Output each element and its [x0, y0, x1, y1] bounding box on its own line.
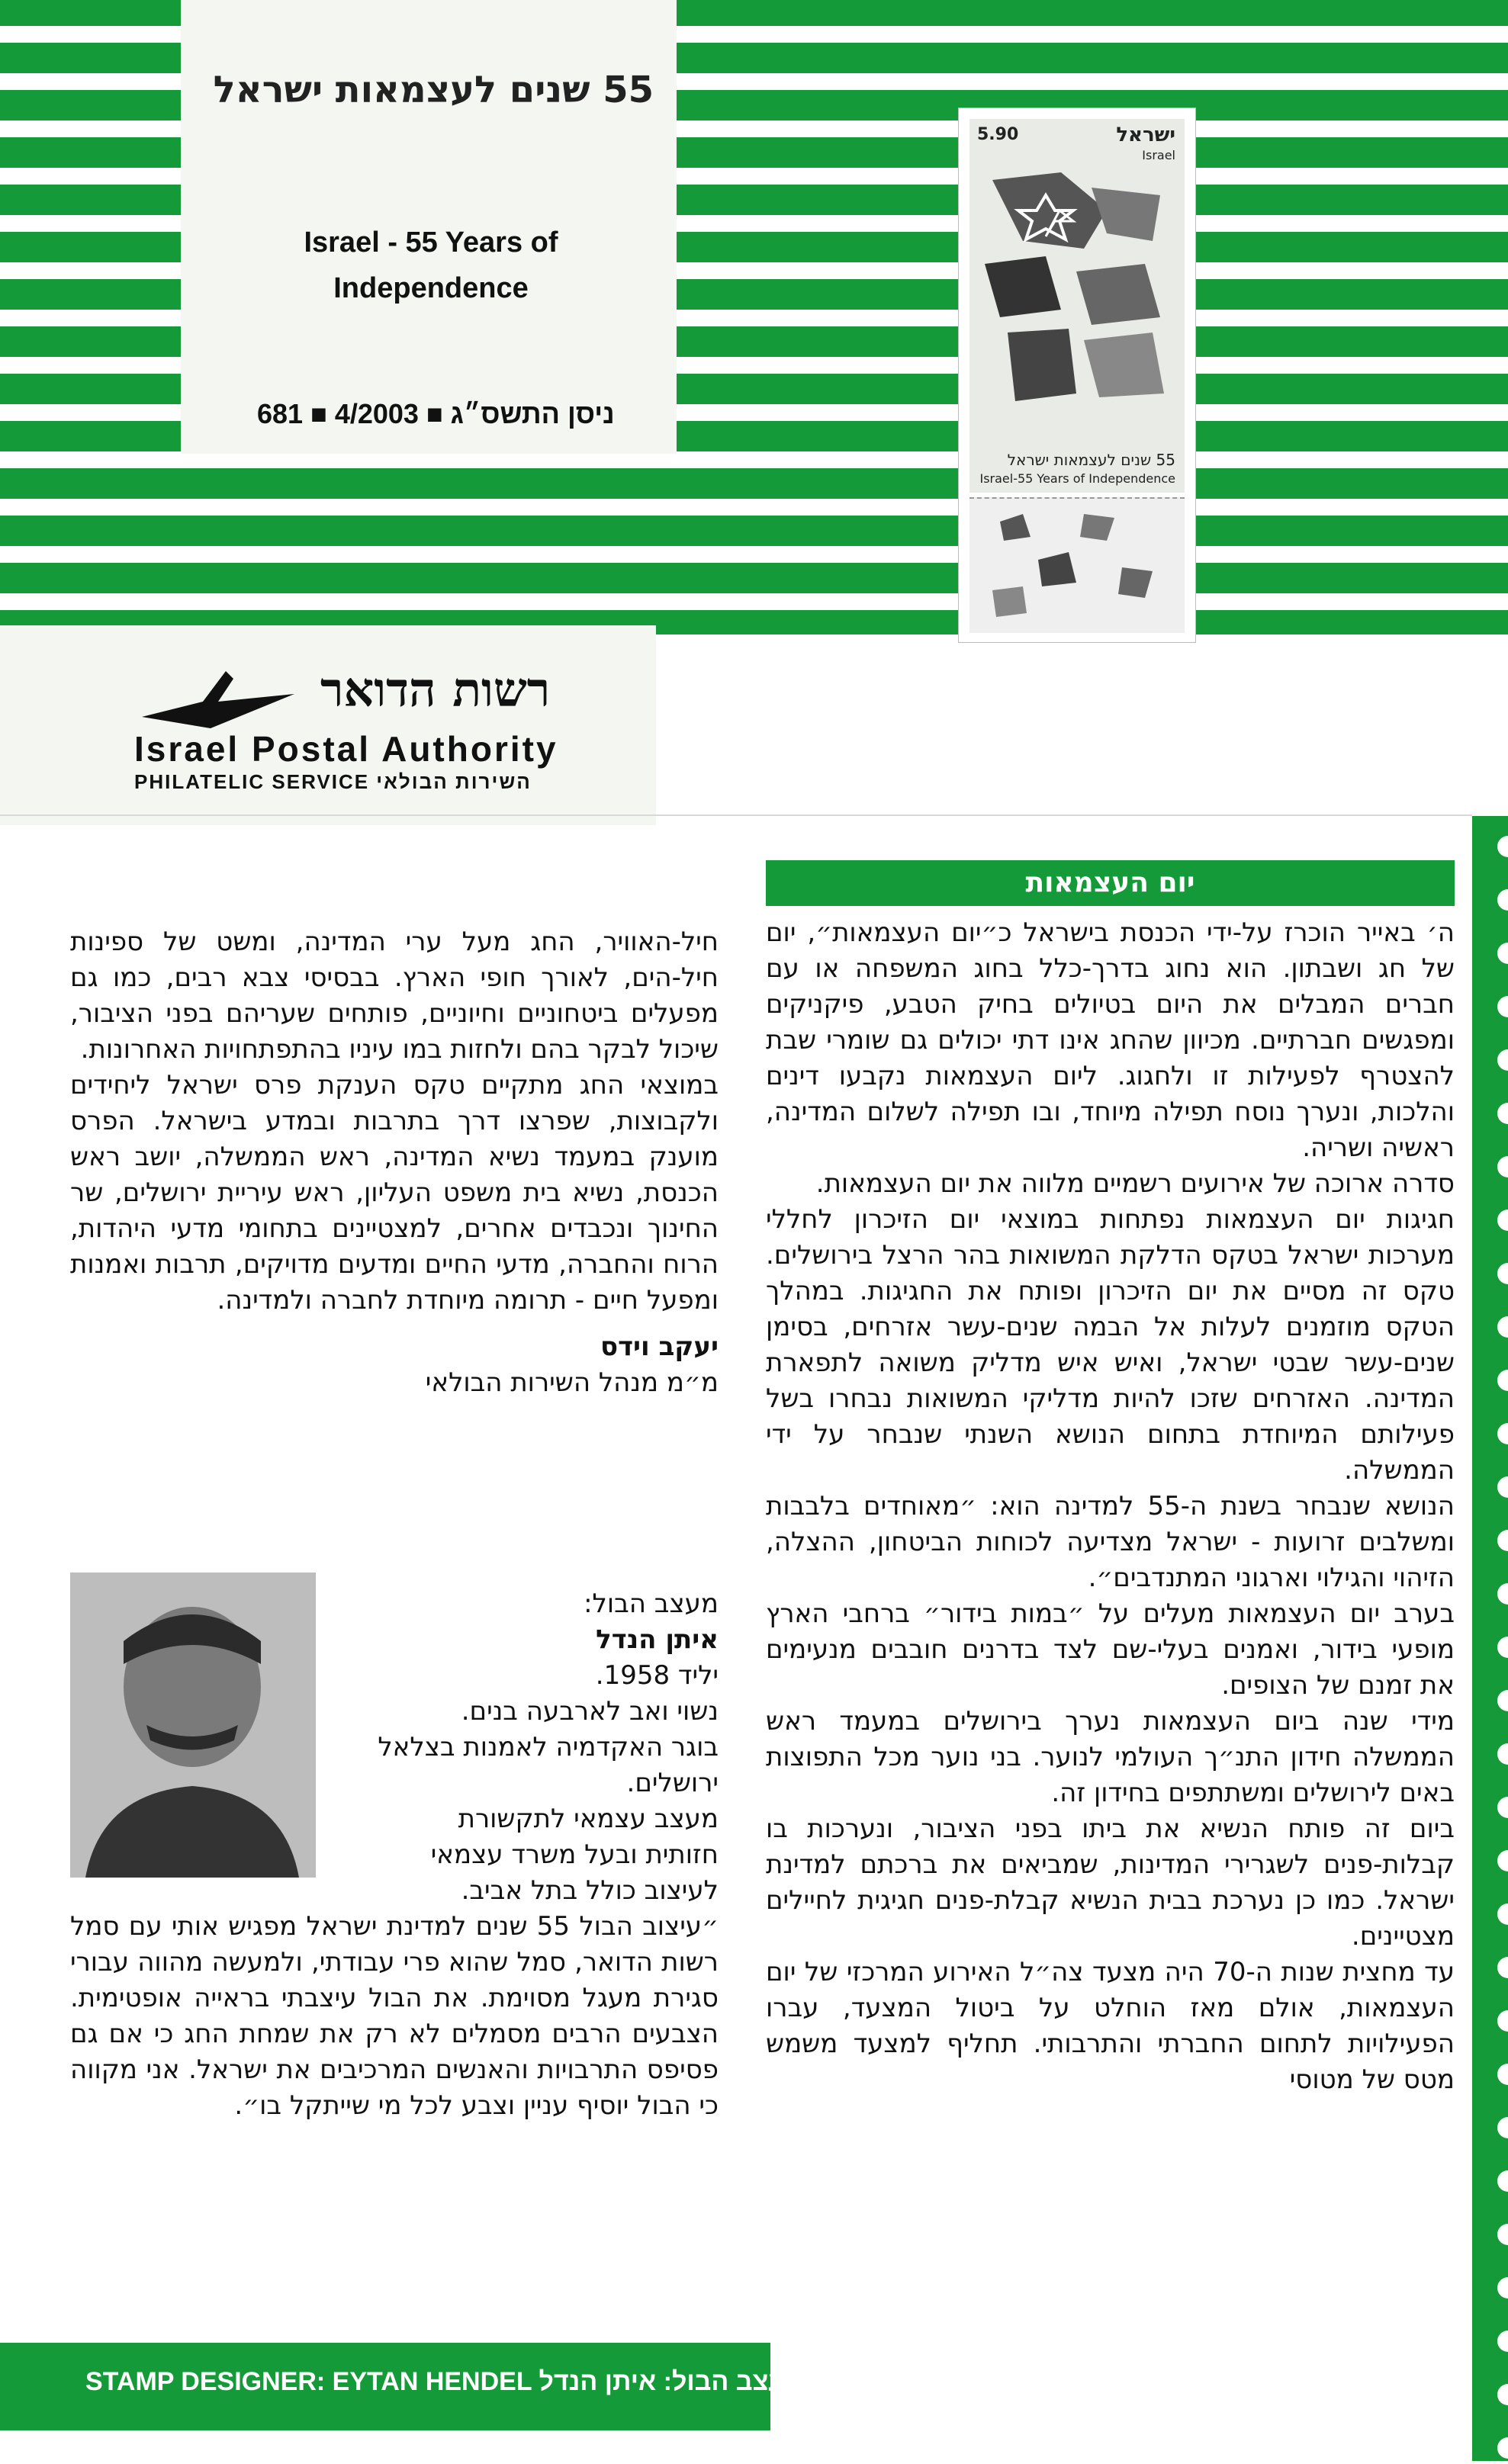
right-column: [766, 915, 1455, 2098]
paragraph: חיל-האוויר, החג מעל ערי המדינה, ומשט של ספינות חיל-הים, לאורך חופי הארץ. בבסיסי צבא רבים, כמו גם מפעלים ביטחוניים וחיוניים, פותחים שעריהם בפני הציבור, שיכול לבקר בהם ולחזות במו עיניו בהתפתחויות האחרונות.: [70, 927, 719, 1065]
paragraph: ביום זה פותח הנשיא את ביתו בפני הציבור, ונערכות בו קבלות-פנים לשגרירי המדינות, שמביאים את ברכתם למדינת ישראל. כמו כן נערכת בבית הנשיא קבלת-פנים חגיגית לחיילים מצטיינים.: [766, 1813, 1455, 1952]
paragraph: סדרה ארוכה של אירועים רשמיים מלווה את יום העצמאות.: [815, 1168, 1455, 1199]
stamp-country-en: Israel: [1142, 148, 1175, 162]
paragraph: מידי שנה ביום העצמאות נערך בירושלים במעמד ראש הממשלה חידון התנ״ך העולמי לנוער. בני נוער מכל התפוצות באים לירושלים ומשתתפים בחידון זה.: [766, 1706, 1455, 1808]
fold-line: [0, 814, 1472, 816]
designer-work: לעיצוב כולל בתל אביב.: [461, 1875, 719, 1906]
designer-portrait: [70, 1573, 316, 1878]
designer-born: יליד 1958.: [595, 1660, 719, 1691]
designer-name: איתן הנדל: [596, 1624, 719, 1655]
perforated-edge: [1472, 816, 1508, 2461]
left-column: [70, 924, 719, 1401]
section-heading: יום העצמאות: [766, 860, 1455, 906]
page-title-english-line1: Israel - 55 Years of: [304, 226, 558, 259]
page-title-english: [252, 220, 610, 311]
designer-work: מעצב עצמאי לתקשורת: [458, 1804, 719, 1834]
stamp-price: 5.90: [977, 125, 1019, 144]
designer-edu: ירושלים.: [626, 1768, 719, 1798]
designer-family: נשוי ואב לארבעה בנים.: [461, 1696, 719, 1727]
paragraph: במוצאי החג מתקיים טקס הענקת פרס ישראל ליחידים ולקבוצות, שפרצו דרך בתרבות ובמדע בישראל. הפרס מוענק במעמד נשיא המדינה, ראש הממשלה, יושב ראש הכנסת, נשיא בית משפט העליון, ראש עיריית ירושלים, שר החינוך ונכבדים אחרים, למצטיינים בתחומי מדעי היהדות, הרוח והחברה, מדעי החיים ומדעים מדויקים, תרבות ואמנות ומפעל חיים - תרומה מיוחדת לחברה ולמדינה.: [70, 1070, 719, 1316]
page-title-hebrew: 55 שנים לעצמאות ישראל: [213, 69, 654, 111]
stamp-main: [969, 119, 1185, 493]
paragraph: ה׳ באייר הוכרז על-ידי הכנסת בישראל כ״יום העצמאות״, יום של חג ושבתון. הוא נחוג בדרך-כלל בחוג המשפחה או עם חברים המבלים את היום בטיולים בחיק הטבע, פיקניקים ומפגשים חברתיים. מכיוון שהחג אינו דתי יכולים גם שומרי שבת להצטרף לפעילות זו ולחגוג. ליום העצמאות נקבעו דינים והלכות, ונערך נוסח תפילה מיוחד, ובו תפילה לשלום המדינה, ראשיה ושריה.: [766, 917, 1455, 1163]
stamp-tab: [969, 497, 1185, 633]
stamp-artwork: [969, 165, 1185, 455]
designer-work: חזותית ובעל משרד עצמאי: [430, 1839, 719, 1870]
designer-edu: בוגר האקדמיה לאמנות בצלאל: [378, 1732, 719, 1762]
logo-name-english: Israel Postal Authority: [134, 729, 558, 769]
footer-stamp-designer: STAMP DESIGNER: EYTAN HENDEL מעצב הבול: איתן הנדל: [85, 2367, 803, 2396]
signature-title: מ״מ מנהל השירות הבולאי: [425, 1367, 719, 1398]
stamp-caption-he: 55 שנים לעצמאות ישראל: [1007, 451, 1175, 469]
logo-panel: [0, 625, 656, 825]
signature-name: יעקב וידס: [600, 1332, 719, 1362]
stamp-country-he: ישראל: [1116, 124, 1175, 146]
paragraph: עד מחצית שנות ה-70 היה מצעד צה״ל האירוע המרכזי של יום העצמאות, אולם מאז הוחלט על ביטול המצעד, עברו הפעילויות לתחום החברתי והתרבותי. תחליף למצעד משמש מטס של מטוסי: [766, 1957, 1455, 2095]
paragraph: בערב יום העצמאות מעלים על ״במות בידור״ ברחבי הארץ מופעי בידור, ואמנים בעלי-שם לצד בדרנים חובבים מנעימים את זמנם של הצופים.: [766, 1598, 1455, 1701]
person-portrait-icon: [70, 1573, 316, 1878]
designer-quote: ״עיצוב הבול 55 שנים למדינת ישראל מפגיש אותי עם סמל רשות הדואר, סמל שהוא פרי עבודתי, ולמעשה מהווה עבורי סגירת מעגל מסוימת. את הבול עיצבתי בראייה אופטימית. הצבעים הרבים מסמלים לא רק את שמחת החג כי אם גם פסיפס התרבויות והאנשים המרכיבים את ישראל. אני מקווה כי הבול יוסיף עניין וצבע לכל מי שייתקל בו״.: [70, 1911, 719, 2121]
issue-info: ניסן התשס״ג ■ 4/2003 ■ 681: [257, 398, 615, 429]
stamp-image: [958, 108, 1196, 643]
stamp-caption-en: Israel-55 Years of Independence: [979, 471, 1175, 486]
page-title-english-line2: Independence: [333, 272, 529, 304]
postal-authority-logo-icon: [134, 656, 310, 740]
logo-service-line: PHILATELIC SERVICE השירות הבולאי: [134, 770, 532, 793]
paragraph: הנושא שנבחר בשנת ה-55 למדינה הוא: ״מאוחדים בלבבות ומשלבים זרועות - ישראל מצדיעה לכוחות הביטחון, ההצלה, הזיהוי והגילוי וארגוני המתנדבים״.: [766, 1491, 1455, 1593]
designer-label: מעצב הבול:: [584, 1589, 719, 1619]
paragraph: חגיגות יום העצמאות נפתחות במוצאי יום הזיכרון לחללי מערכות ישראל בטקס הדלקת המשואות בהר הרצל בירושלים. טקס זה מסיים את יום הזיכרון ופותח את החגיגות. במהלך הטקס מוזמנים לעלות אל הבמה שנים-עשר אזרחים, בסימן שנים-עשר שבטי ישראל, ואיש איש מדליק משואה לתפארת המדינה. האזרחים שזכו להיות מדליקי המשואות נבחרו בשל פעילותם המיוחדת בתחום הנושא השנתי שנבחר על ידי הממשלה.: [766, 1204, 1455, 1486]
logo-name-hebrew: רשות הדואר: [320, 662, 551, 718]
